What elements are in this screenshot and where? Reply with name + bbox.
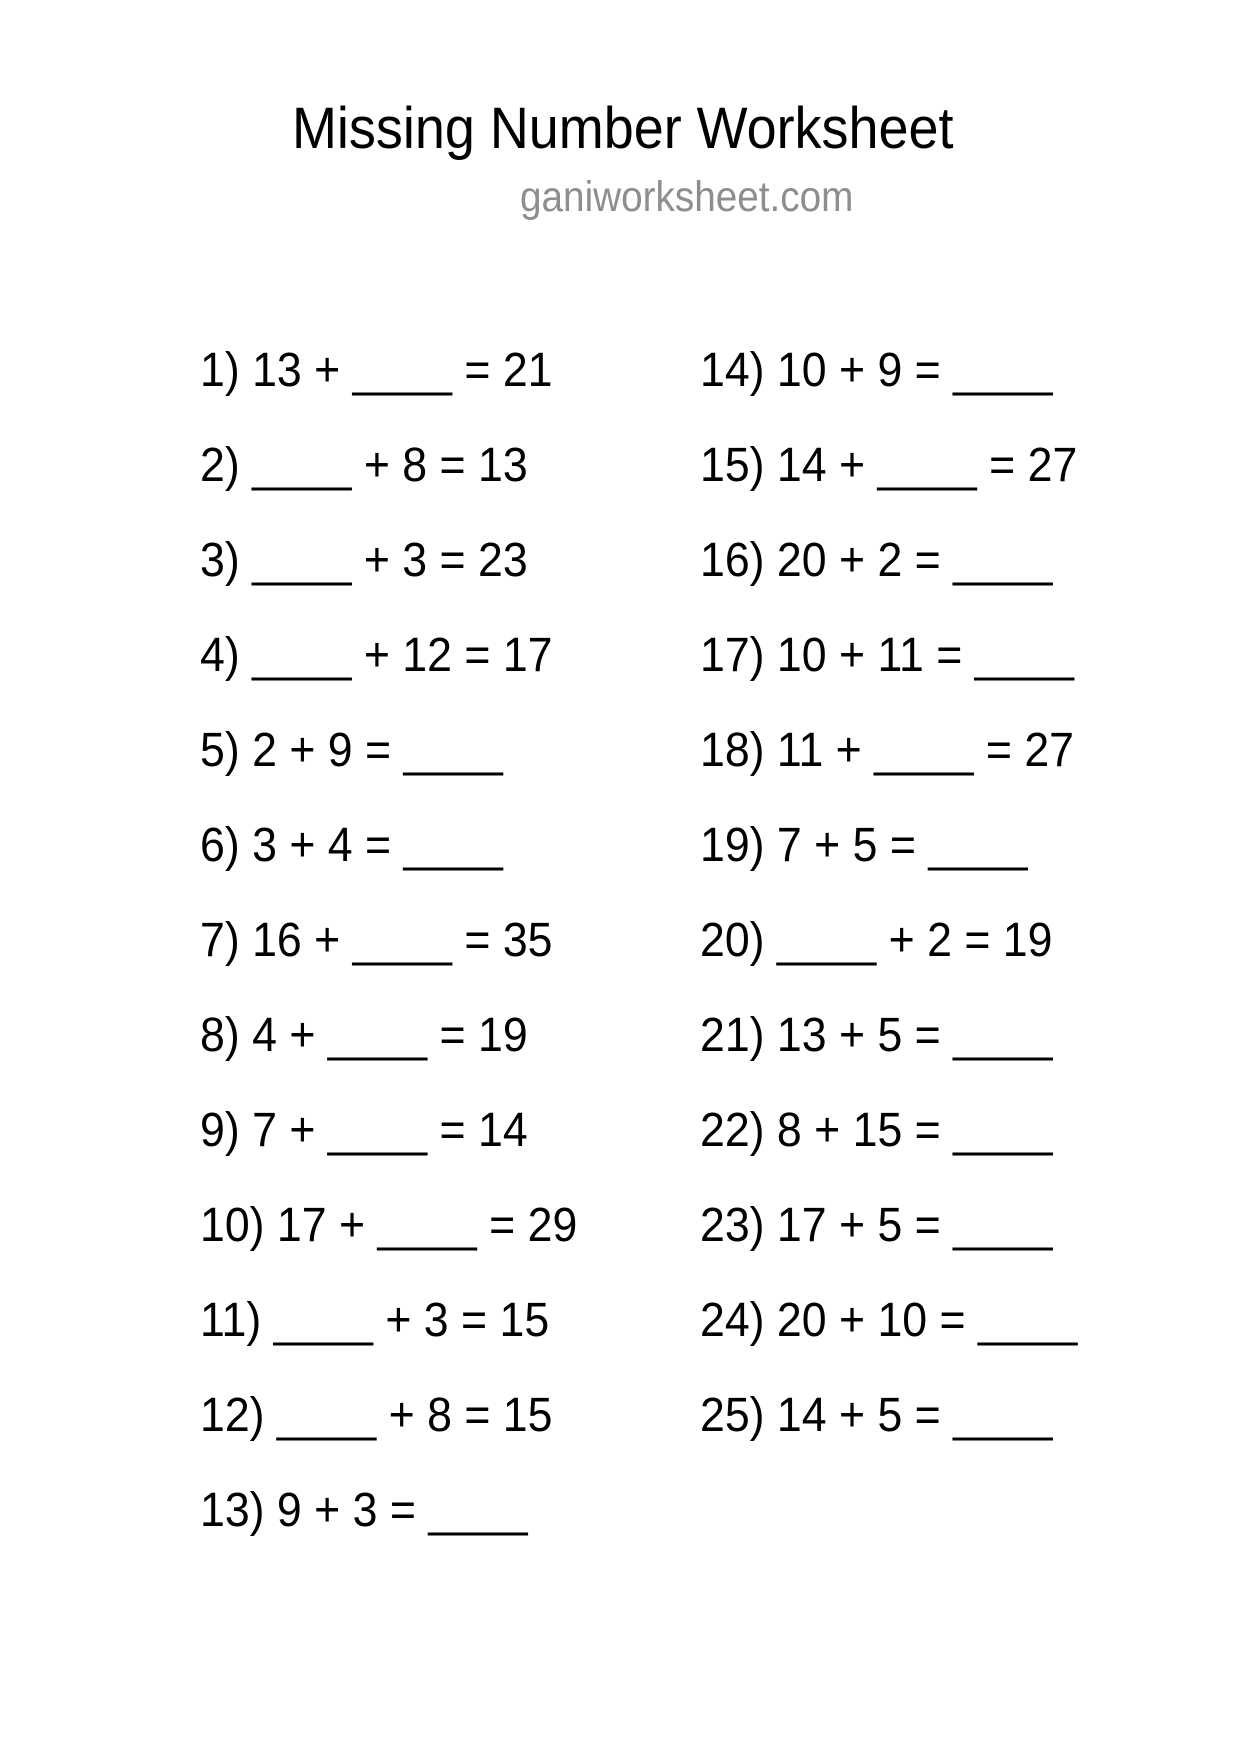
problem-row-22 xyxy=(700,1104,1077,1157)
problem-equation: 20 + 2 = ____ xyxy=(776,534,1053,587)
problem-equation: ____ + 12 = 17 xyxy=(252,629,553,682)
problem-row-13 xyxy=(200,1484,577,1537)
problem-row-21 xyxy=(700,1009,1077,1062)
problem-equation: 10 + 9 = ____ xyxy=(776,344,1053,397)
problem-equation: ____ + 2 = 19 xyxy=(776,914,1053,967)
problem-row-10 xyxy=(200,1199,578,1252)
problem-row-20 xyxy=(700,914,1077,967)
problem-number: 10) xyxy=(200,1199,265,1252)
problem-row-25 xyxy=(700,1389,1077,1442)
problem-equation: 17 + ____ = 29 xyxy=(276,1199,578,1252)
problem-row-5 xyxy=(200,724,577,777)
problem-equation: ____ + 3 = 15 xyxy=(273,1294,550,1347)
problem-equation: 4 + ____ = 19 xyxy=(252,1009,528,1062)
problem-equation: 13 + 5 = ____ xyxy=(776,1009,1053,1062)
problem-number: 20) xyxy=(700,914,765,967)
problem-number: 12) xyxy=(200,1389,265,1442)
problem-row-14 xyxy=(700,344,1077,397)
problem-row-3 xyxy=(200,534,577,587)
problems-column-left xyxy=(200,344,606,1582)
problem-equation: 2 + 9 = ____ xyxy=(252,724,503,777)
problem-number: 18) xyxy=(700,724,765,777)
problem-number: 7) xyxy=(200,914,240,967)
problem-equation: 14 + 5 = ____ xyxy=(776,1389,1053,1442)
problem-number: 17) xyxy=(700,629,765,682)
problem-row-23 xyxy=(700,1199,1077,1252)
problem-row-7 xyxy=(200,914,577,967)
problem-number: 15) xyxy=(700,439,765,492)
problem-number: 21) xyxy=(700,1009,765,1062)
problem-number: 23) xyxy=(700,1199,765,1252)
problem-number: 25) xyxy=(700,1389,765,1442)
problem-number: 11) xyxy=(200,1294,262,1347)
problem-equation: 8 + 15 = ____ xyxy=(776,1104,1053,1157)
problem-equation: 11 + ____ = 27 xyxy=(776,724,1074,777)
problem-row-12 xyxy=(200,1389,577,1442)
site-credit: ganiworksheet.com xyxy=(520,173,854,221)
problem-number: 6) xyxy=(200,819,240,872)
problem-number: 2) xyxy=(200,439,240,492)
problem-equation: 10 + 11 = ____ xyxy=(776,629,1074,682)
problem-equation: 7 + 5 = ____ xyxy=(776,819,1028,872)
problem-equation: 9 + 3 = ____ xyxy=(276,1484,528,1537)
problem-row-17 xyxy=(700,629,1077,682)
problem-number: 1) xyxy=(200,344,240,397)
problem-equation: 7 + ____ = 14 xyxy=(252,1104,528,1157)
problem-number: 14) xyxy=(700,344,765,397)
problem-number: 8) xyxy=(200,1009,240,1062)
problem-equation: ____ + 8 = 13 xyxy=(252,439,528,492)
problem-equation: 16 + ____ = 35 xyxy=(252,914,553,967)
problem-number: 9) xyxy=(200,1104,240,1157)
problem-row-19 xyxy=(700,819,1077,872)
problem-row-16 xyxy=(700,534,1077,587)
problem-row-11 xyxy=(200,1294,577,1347)
problem-number: 3) xyxy=(200,534,240,587)
problem-row-4 xyxy=(200,629,577,682)
problem-row-6 xyxy=(200,819,577,872)
problem-number: 16) xyxy=(700,534,765,587)
problem-number: 5) xyxy=(200,724,240,777)
problem-equation: ____ + 8 = 15 xyxy=(276,1389,553,1442)
problem-number: 4) xyxy=(200,629,240,682)
problem-row-2 xyxy=(200,439,577,492)
problem-row-24 xyxy=(700,1294,1078,1347)
problem-number: 24) xyxy=(700,1294,765,1347)
problem-number: 13) xyxy=(200,1484,265,1537)
problem-equation: 13 + ____ = 21 xyxy=(252,344,553,397)
problem-row-9 xyxy=(200,1104,577,1157)
problem-equation: ____ + 3 = 23 xyxy=(252,534,528,587)
problem-equation: 17 + 5 = ____ xyxy=(776,1199,1053,1252)
problem-row-15 xyxy=(700,439,1078,492)
problem-number: 19) xyxy=(700,819,765,872)
problem-equation: 3 + 4 = ____ xyxy=(252,819,503,872)
page-title: Missing Number Worksheet xyxy=(292,96,954,161)
problem-row-18 xyxy=(700,724,1077,777)
problem-equation: 20 + 10 = ____ xyxy=(776,1294,1078,1347)
problem-row-1 xyxy=(200,344,577,397)
problem-equation: 14 + ____ = 27 xyxy=(776,439,1078,492)
problem-row-8 xyxy=(200,1009,577,1062)
problem-number: 22) xyxy=(700,1104,765,1157)
problems-column-right xyxy=(700,344,1106,1487)
